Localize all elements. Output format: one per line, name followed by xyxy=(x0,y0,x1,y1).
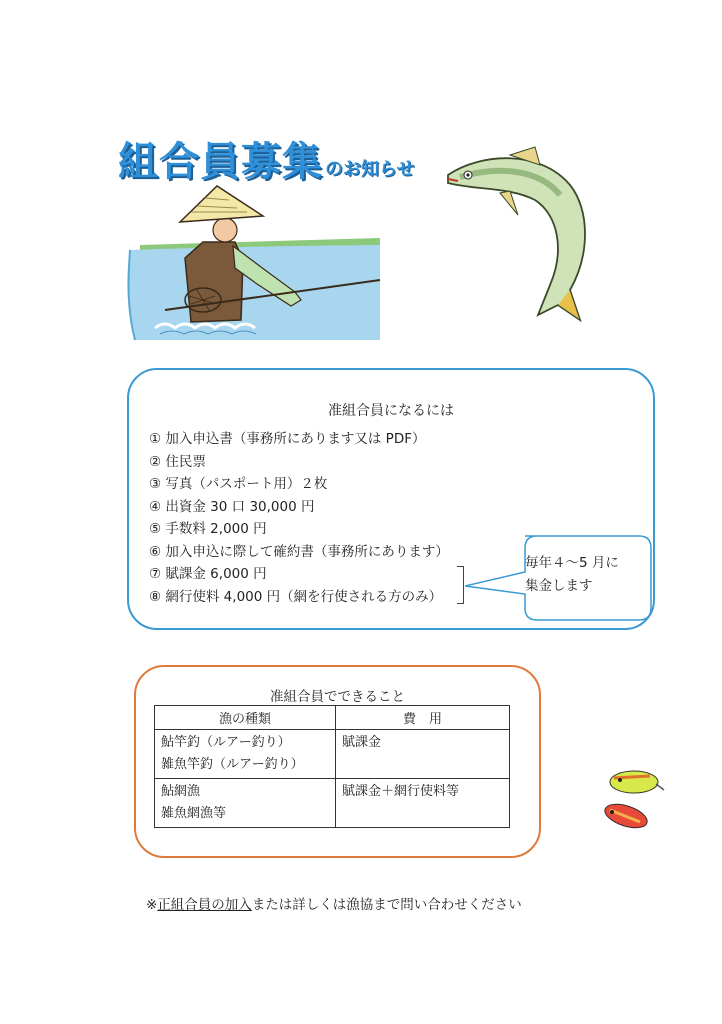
list-item: ① 加入申込書（事務所にあります又は PDF） xyxy=(149,431,426,447)
title-sub: のお知らせ xyxy=(325,159,415,180)
table-header-row xyxy=(155,706,510,730)
table-row xyxy=(155,730,510,779)
cell-line: 雑魚網漁等 xyxy=(161,806,227,821)
lure-illustration xyxy=(598,762,668,842)
table-cell xyxy=(155,779,336,828)
callout-line: 集金します xyxy=(525,578,593,594)
cell-line: 鮎網漁 xyxy=(161,784,201,799)
footnote-prefix: ※ xyxy=(146,897,158,913)
callout-text xyxy=(525,552,645,598)
bracket xyxy=(457,566,464,604)
cell-line: 雑魚竿釣（ルアー釣り） xyxy=(161,757,304,772)
activities-box xyxy=(134,665,541,858)
fish-illustration xyxy=(440,145,610,330)
list-item: ④ 出資金 30 口 30,000 円 xyxy=(149,498,315,515)
column-header: 費 用 xyxy=(336,706,510,730)
column-header: 漁の種類 xyxy=(155,706,336,730)
requirements-list xyxy=(149,428,449,608)
cell-line: 鮎竿釣（ルアー釣り） xyxy=(161,735,291,750)
fees-table xyxy=(154,705,510,828)
footnote xyxy=(146,893,522,913)
activities-box-title: 准組合員でできること xyxy=(270,689,405,705)
membership-box-title: 准組合員になるには xyxy=(328,403,454,419)
table-row xyxy=(155,779,510,828)
list-item: ⑦ 賦課金 6,000 円 xyxy=(149,566,267,582)
list-item: ⑥ 加入申込に際して確約書（事務所にあります） xyxy=(149,543,449,560)
footnote-underlined: 正組合員の加入 xyxy=(157,897,252,913)
list-item: ⑤ 手数料 2,000 円 xyxy=(149,521,267,537)
list-item: ⑧ 網行使料 4,000 円（網を行使される方のみ） xyxy=(149,588,443,605)
angler-illustration xyxy=(125,150,385,350)
membership-requirements-box xyxy=(127,368,655,630)
table-cell: 賦課金 xyxy=(336,730,510,779)
footnote-suffix: または詳しくは漁協まで問い合わせください xyxy=(251,897,522,913)
table-cell: 賦課金＋網行使料等 xyxy=(336,779,510,828)
title-main: 組合員募集 xyxy=(118,139,323,185)
table-cell xyxy=(155,730,336,779)
list-item: ② 住民票 xyxy=(149,453,206,470)
list-item: ③ 写真（パスポート用）２枚 xyxy=(149,476,328,492)
callout-line: 毎年４～5 月に xyxy=(525,555,619,571)
